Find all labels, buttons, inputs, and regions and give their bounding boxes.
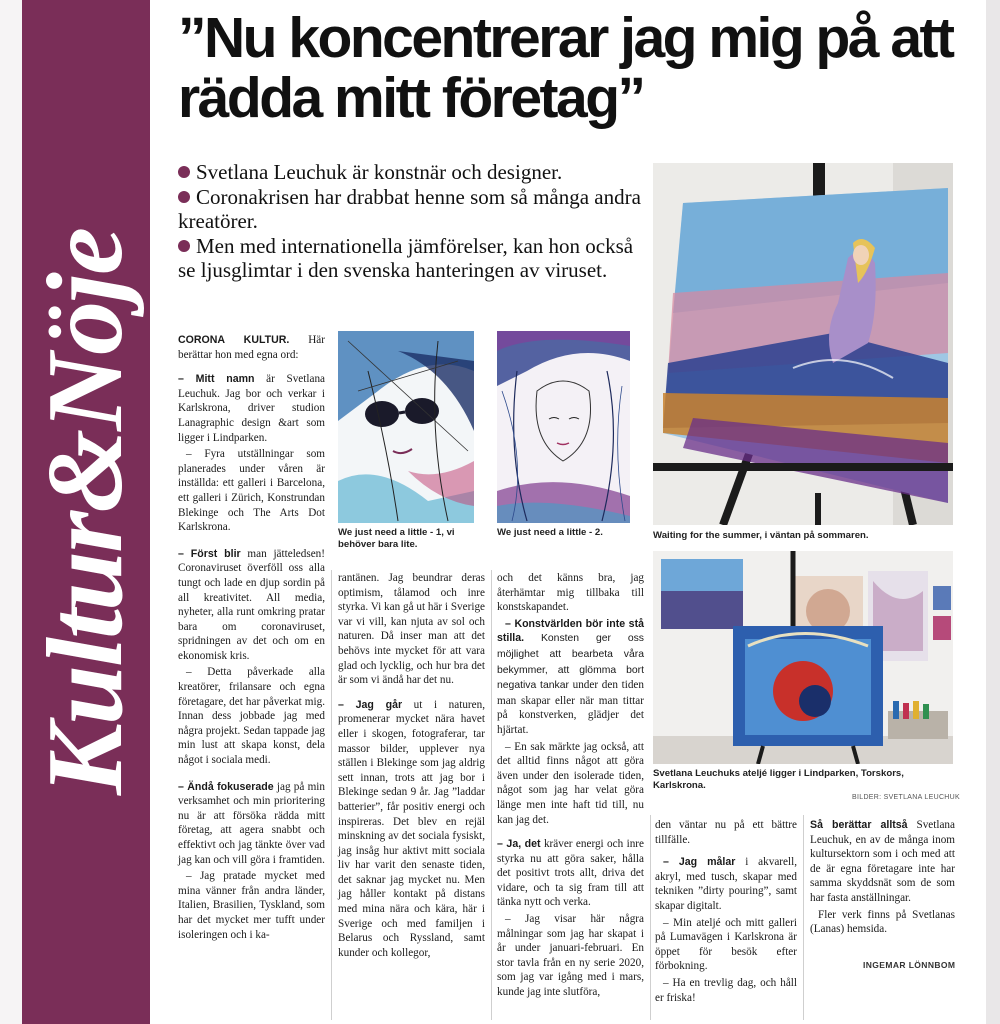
paragraph: – Ändå fokuserade jag på min verksamhet och min prioritering nu är att försöka rädda mitt företag, att agera snabbt och effektivt och jag tänkte över vad jag kan och vill göra i framtiden.	[178, 780, 325, 866]
paragraph: – Fyra utställningar som planerades under våren är inställda: ett galleri i Barcelona, ett galleri i Zürich, Konstrundan Blekinge och The Arts Dot Karlskrona.	[178, 448, 325, 534]
paragraph: Fler verk finns på Svetlanas (Lanas) hemsida.	[810, 908, 955, 936]
paragraph: den väntar nu på ett bättre tillfälle.	[655, 819, 797, 846]
paragraph: – Jag visar här några målningar som jag har skapat i år under januari-februari. En stor tavla från en ny serie 2020, som jag var igång med i mars, kunde jag inte slutföra,	[497, 913, 644, 999]
painting-2-illustration	[497, 331, 630, 523]
article-column-3	[497, 571, 644, 1002]
paragraph: – Konstvärlden bör inte stå stilla. Konsten ger oss möjlighet att bearbeta våra bekymmer, att glömma bort negativa tankar under den tiden man skapar eller när man tittar på konstverken, glädjer det hjärtat.	[497, 617, 644, 736]
article-column-4	[655, 818, 797, 1007]
headline: ”Nu koncentrerar jag mig på att rädda mitt företag”	[178, 6, 953, 130]
section-kicker: Kultur&Nöje	[26, 228, 145, 796]
caption-img2: We just need a little - 2.	[497, 527, 603, 538]
paragraph: – Mitt namn är Svetlana Leuchuk. Jag bor och verkar i Karlskrona, driver studion Lanagraphic design &art som ligger i Lindparken.	[178, 373, 326, 444]
paragraph: – Jag pratade mycket med mina vänner från andra länder, Italien, Brasilien, Tyskland, som har det mycket mer tufft under isoleringen och i ka-	[178, 870, 325, 941]
bullet-item: Svetlana Leuchuk är konstnär och designer.	[178, 160, 648, 184]
column-rule	[491, 570, 492, 1020]
ingress-bullets	[178, 160, 648, 283]
painting-we-just-need-a-little-2	[497, 331, 630, 523]
article-column-5	[810, 818, 955, 939]
byline: INGEMAR LÖNNBOM	[863, 960, 956, 970]
paragraph: och det känns bra, jag återhämtar mig tillbaka till konstskapandet.	[497, 572, 644, 614]
photo-credit: BILDER: SVETLANA LEUCHUK	[852, 794, 960, 801]
paragraph: CORONA KULTUR. Här berättar hon med egna ord:	[178, 334, 325, 361]
caption-img3: Waiting for the summer, i väntan på sommaren.	[653, 530, 869, 541]
section-sidebar	[22, 0, 150, 1024]
bullet-dot-icon	[178, 191, 190, 203]
paragraph: Så berättar alltså Svetlana Leuchuk, en av de många inom kultursektorn som i och med att de är egna företagare inte har samma skyddsnät som de som har fasta anställningar.	[810, 819, 955, 904]
painting-3-photo	[653, 163, 953, 525]
paragraph: – En sak märkte jag också, att det alltid finns något att göra även under den isolerade tiden, något som jag har velat göra länge men inte haft tid till, nu kan jag det.	[497, 740, 644, 826]
paragraph: – Ha en trevlig dag, och håll er friska!	[655, 976, 797, 1004]
paragraph: – Jag går ut i naturen, promenerar mycket nära havet eller i skogen, fotograferar, tar massor bilder, upplever nya ställen i Blekinge som jag aldrig sett innan, trots att jag bor i Blekinge sedan 9 år. Jag ”laddar batterier”, får positiv energi och inspireras. Det blev en rejäl minskning av det sociala fysiskt, jag insåg hur aktivt mitt sociala liv har varit den senaste tiden, det saknar jag mycket nu. Men jag håller kontakt på distans med mina nära och kära, här i Sverige och med familjen i Belarus och Ryssland, samt kunder och kollegor,	[338, 698, 485, 959]
caption-img1: We just need a little - 1, vi behöver bara lite.	[338, 527, 455, 550]
article-column-1	[178, 333, 325, 944]
bullet-item: Men med internationella jämförelser, kan hon också se ljusglimtar i den svenska hanteringen av viruset.	[178, 234, 634, 282]
bullet-dot-icon	[178, 166, 190, 178]
painting-waiting-for-the-summer	[653, 163, 953, 525]
photo-studio-lindparken	[653, 551, 953, 764]
page-left-edge	[0, 0, 22, 1024]
paragraph: – Min ateljé och mitt galleri på Lumavägen i Karlskrona är öppet för besök efter förbokning.	[655, 916, 797, 973]
paragraph: – Först blir man jätteledsen! Coronaviruset överföll oss alla tungt och lade en djup sordin på all kreativitet. All media, nyheter, alla runt omkring pratar bara om coronaviruset, spridningen av det och om en ekonomisk kris.	[178, 547, 326, 662]
paragraph: – Ja, det kräver energi och inre styrka nu att göra saker, hålla det positivt trots allt, driva det vidare, och ta sig fram till att tänka nytt och verka.	[497, 838, 644, 909]
painting-1-illustration	[338, 331, 474, 523]
bullet-item: Coronakrisen har drabbat henne som så många andra kreatörer.	[178, 185, 641, 233]
column-rule	[331, 570, 332, 1020]
bullet-dot-icon	[178, 240, 190, 252]
column-rule	[650, 815, 651, 1020]
painting-we-just-need-a-little-1	[338, 331, 474, 523]
caption-img4: Svetlana Leuchuks ateljé ligger i Lindparken, Torskors, Karlskrona.	[653, 768, 904, 791]
paragraph: – Jag målar i akvarell, akryl, med tusch, skapar med tekniken ”dirty pouring”, samt skapar digitalt.	[655, 856, 797, 912]
paragraph: rantänen. Jag beundrar deras optimism, tålamod och inre styrka. Vi kan gå ut här i Sverige var vi vill, kan njuta av sol och naturen. Då inser man att det behövs inte mycket för att vara glad och lycklig, och hur bra det är som vi ändå har det nu.	[338, 572, 486, 687]
column-rule	[803, 815, 804, 1020]
studio-photo	[653, 551, 953, 764]
article-column-2	[338, 571, 485, 962]
page-right-edge	[986, 0, 1000, 1024]
paragraph: – Detta påverkade alla kreatörer, frilansare och egna företagare, det har påverkat mig. Innan dess jobbade jag med några projekt. Sedan tappade jag min lust att skapa konst, dela något i sociala medi.	[178, 666, 325, 767]
